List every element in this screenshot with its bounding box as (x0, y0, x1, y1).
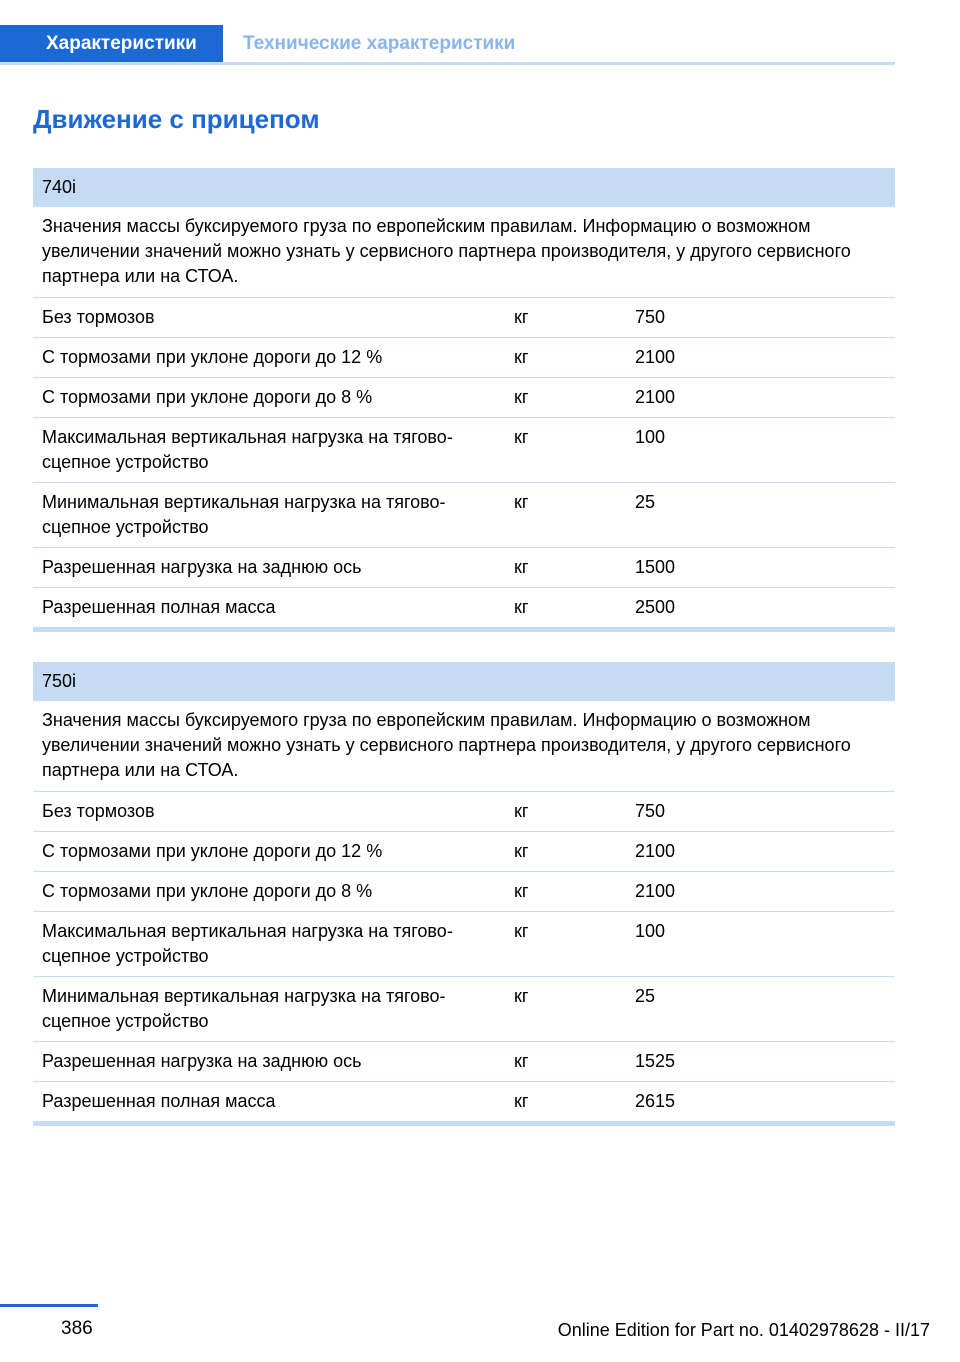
page-number: 386 (61, 1318, 93, 1339)
table-row (33, 912, 895, 977)
row-unit: кг (514, 557, 529, 577)
table-note: Значения массы буксируемого груза по европейским правилам. Информацию о возможном увеличении значений можно узнать у сервисного партнера производителя, у другого сервисного партнера или на СТОА. (33, 207, 895, 298)
row-label: С тормозами при уклоне дороги до 8 % (42, 881, 373, 901)
table-row (33, 792, 895, 832)
table-row (33, 548, 895, 588)
row-unit: кг (514, 801, 529, 821)
footer-accent-bar (0, 1304, 98, 1307)
page-title: Движение с прицепом (33, 104, 320, 134)
row-unit: кг (514, 347, 529, 367)
row-value: 100 (635, 427, 666, 447)
row-value: 25 (635, 986, 656, 1006)
row-label: Разрешенная нагрузка на заднюю ось (42, 1051, 362, 1071)
table-row (33, 977, 895, 1042)
row-unit: кг (514, 597, 529, 617)
edition-footer: Online Edition for Part no. 01402978628 - II/17 (557, 1320, 930, 1340)
row-label: Без тормозов (42, 801, 155, 821)
row-label: С тормозами при уклоне дороги до 12 % (42, 841, 383, 861)
row-unit: кг (514, 492, 529, 512)
tab-technical-specs[interactable]: Технические характеристики (243, 33, 516, 54)
row-unit: кг (514, 986, 529, 1006)
table-row (33, 1042, 895, 1082)
row-value: 2100 (635, 881, 676, 901)
table-row (33, 298, 895, 338)
table-row (33, 483, 895, 548)
row-unit: кг (514, 841, 529, 861)
row-label: Минимальная вертикальная нагрузка на тяговосцепное устройство (42, 986, 446, 1031)
row-unit: кг (514, 921, 529, 941)
row-label: Максимальная вертикальная нагрузка на тяговосцепное устройство (42, 427, 453, 472)
row-label: Разрешенная полная масса (42, 1091, 276, 1111)
row-label: С тормозами при уклоне дороги до 8 % (42, 387, 373, 407)
spec-table-740i (33, 168, 895, 632)
row-label: Разрешенная нагрузка на заднюю ось (42, 557, 362, 577)
table-row (33, 338, 895, 378)
tab-characteristics[interactable]: Характеристики (0, 25, 223, 62)
table-row (33, 1082, 895, 1121)
table-row (33, 418, 895, 483)
table-row (33, 832, 895, 872)
row-value: 1525 (635, 1051, 676, 1071)
row-value: 2100 (635, 387, 676, 407)
row-value: 2100 (635, 347, 676, 367)
row-value: 2615 (635, 1091, 676, 1111)
table-row (33, 872, 895, 912)
table-note: Значения массы буксируемого груза по европейским правилам. Информацию о возможном увеличении значений можно узнать у сервисного партнера производителя, у другого сервисного партнера или на СТОА. (33, 701, 895, 792)
row-value: 2500 (635, 597, 676, 617)
row-label: Минимальная вертикальная нагрузка на тяговосцепное устройство (42, 492, 446, 537)
row-value: 750 (635, 307, 666, 327)
row-unit: кг (514, 427, 529, 447)
page-header (0, 25, 895, 65)
model-heading: 750i (33, 662, 895, 701)
row-label: С тормозами при уклоне дороги до 12 % (42, 347, 383, 367)
row-unit: кг (514, 881, 529, 901)
row-label: Без тормозов (42, 307, 155, 327)
row-unit: кг (514, 1091, 529, 1111)
row-label: Максимальная вертикальная нагрузка на тяговосцепное устройство (42, 921, 453, 966)
row-value: 750 (635, 801, 666, 821)
row-value: 100 (635, 921, 666, 941)
row-label: Разрешенная полная масса (42, 597, 276, 617)
row-value: 2100 (635, 841, 676, 861)
row-unit: кг (514, 387, 529, 407)
model-heading: 740i (33, 168, 895, 207)
table-row (33, 588, 895, 627)
row-value: 25 (635, 492, 656, 512)
row-unit: кг (514, 307, 529, 327)
row-value: 1500 (635, 557, 676, 577)
row-unit: кг (514, 1051, 529, 1071)
table-row (33, 378, 895, 418)
spec-table-750i (33, 662, 895, 1126)
